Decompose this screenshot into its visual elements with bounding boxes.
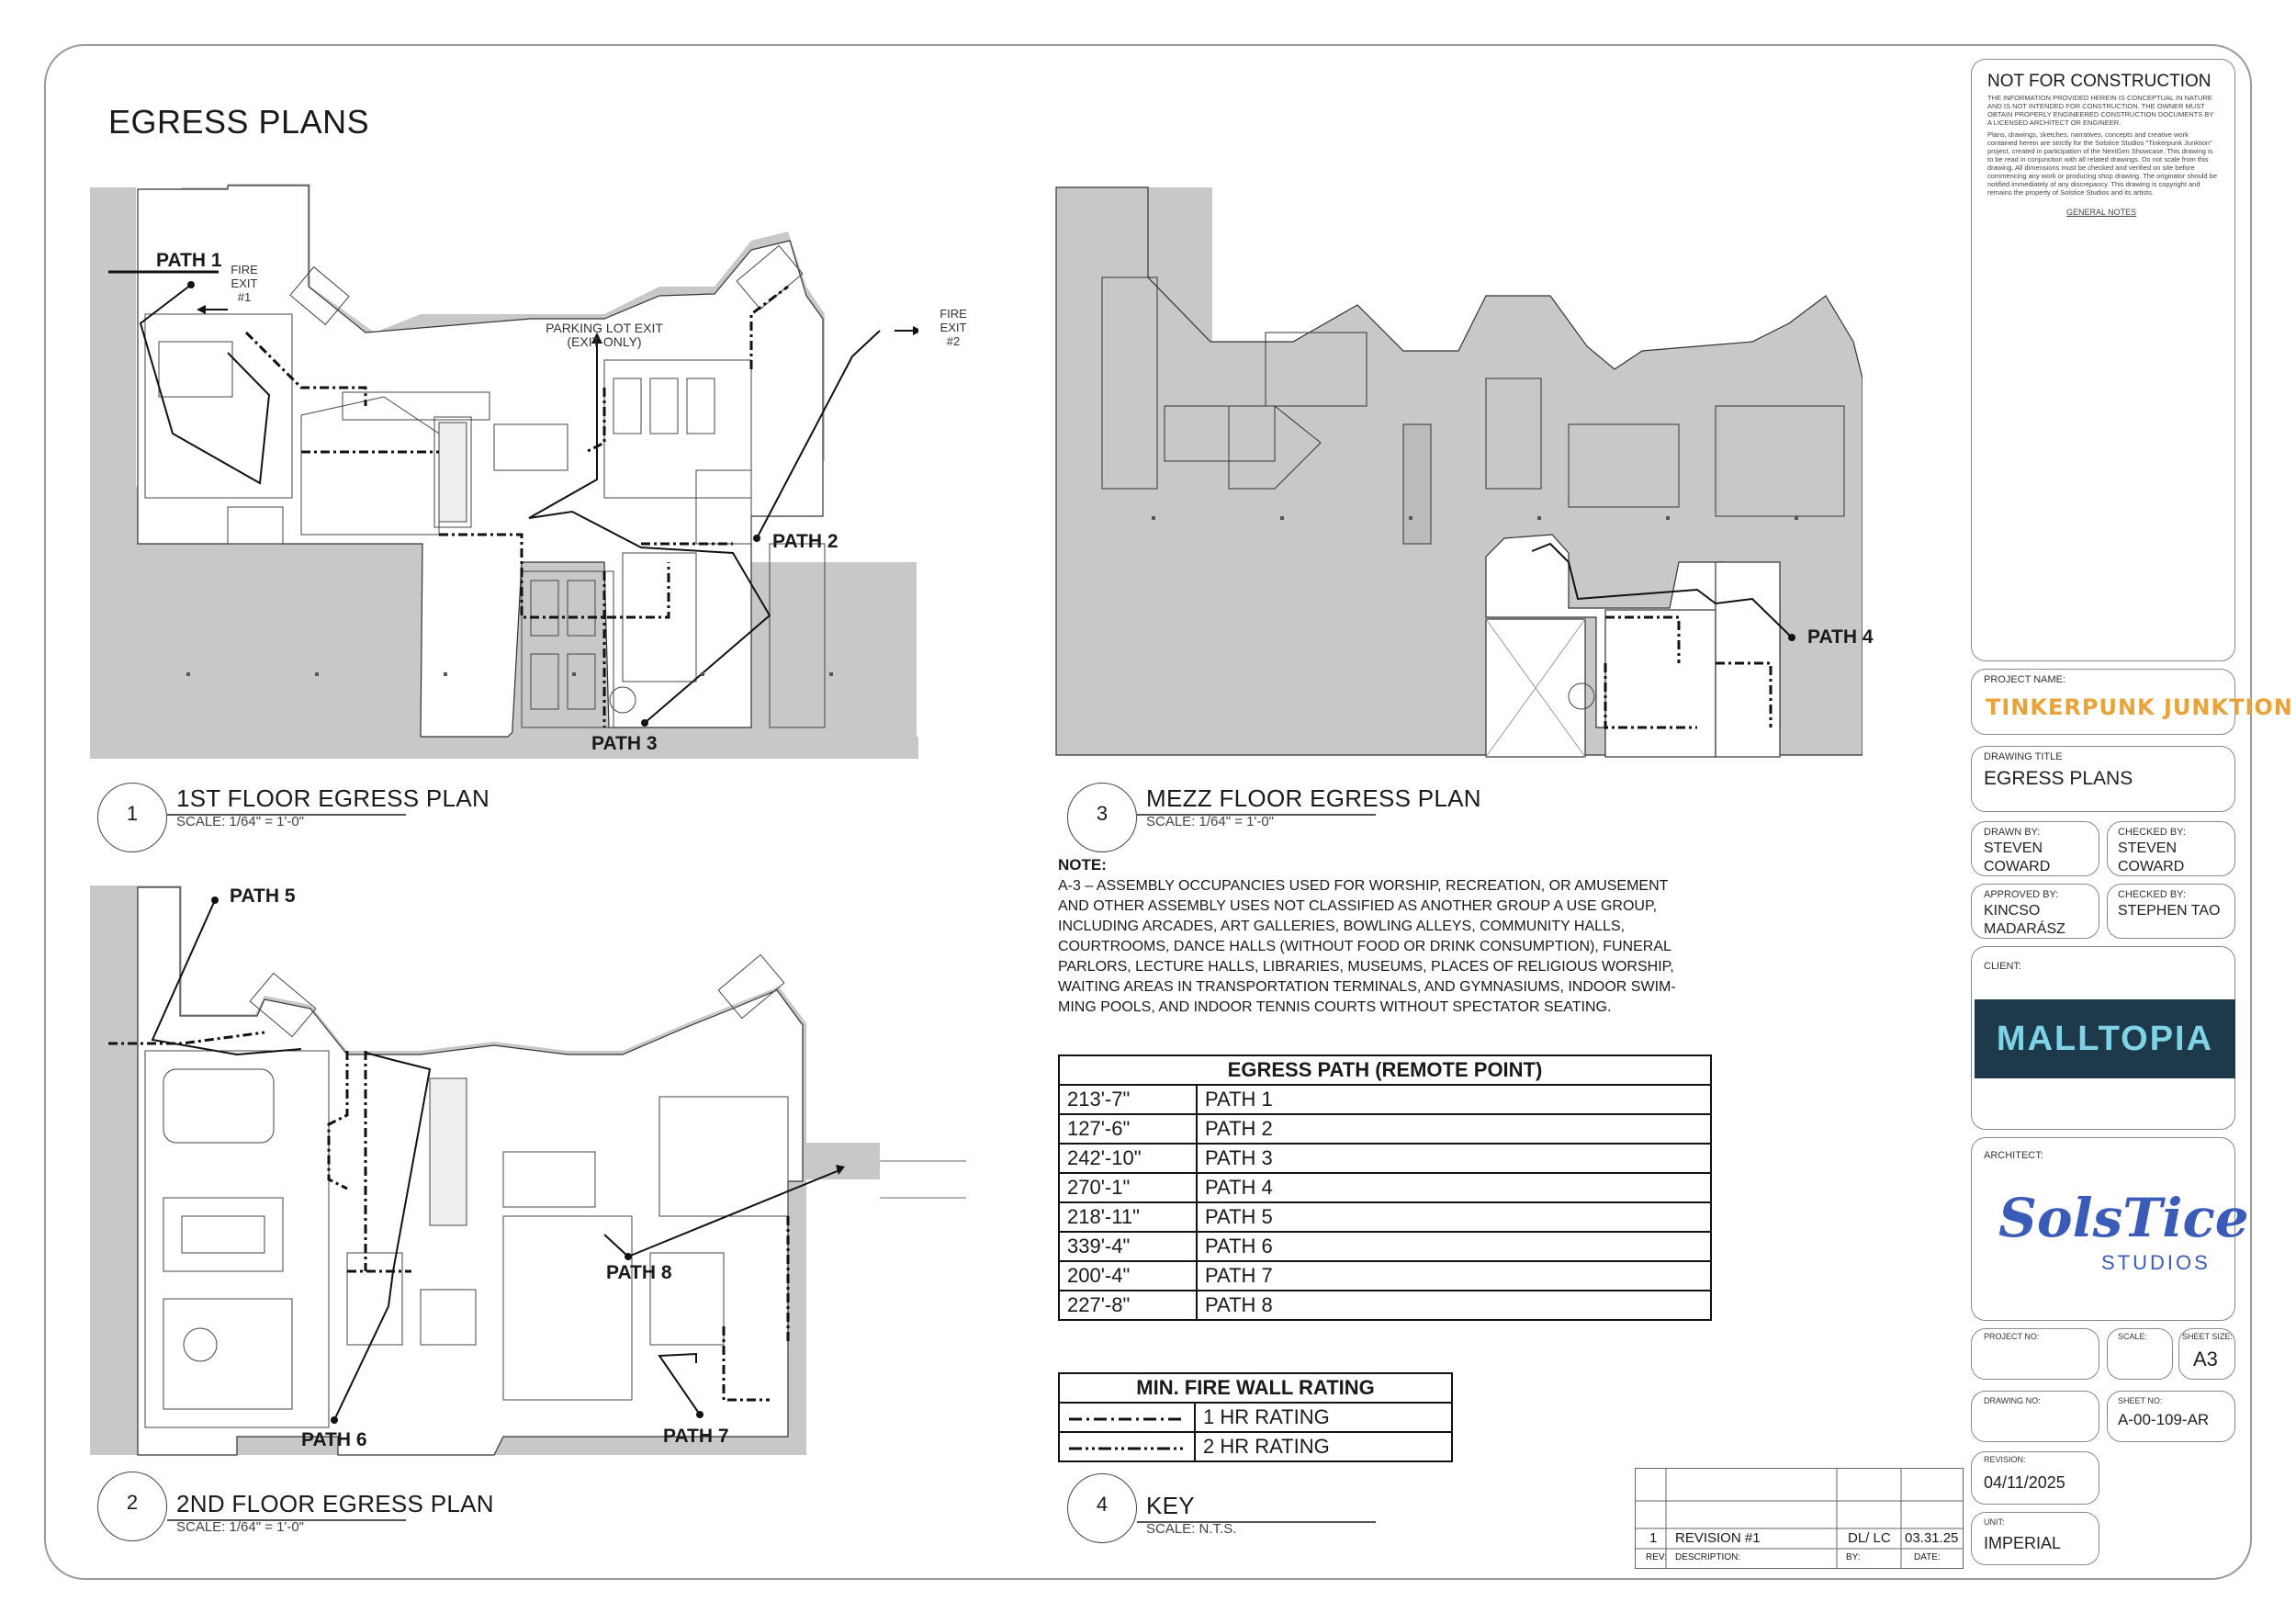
general-notes-link[interactable]: GENERAL NOTES [2066, 208, 2137, 217]
egress-distance: 242'-10" [1059, 1144, 1197, 1173]
sheet-size: A3 [2193, 1348, 2218, 1370]
table-row [1059, 1403, 1452, 1432]
project-name-label: PROJECT NAME: [1984, 674, 2066, 685]
key-scale: SCALE: N.T.S. [1146, 1521, 1237, 1537]
label-path-1: PATH 1 [156, 250, 222, 271]
revision-col-date: DATE: [1914, 1552, 1941, 1562]
architect-logo [1998, 1179, 2249, 1290]
plan-mezz-floor-drawing [1054, 186, 1863, 759]
client-logo-text: MALLTOPIA [1996, 1020, 2214, 1058]
egress-table-header: EGRESS PATH (REMOTE POINT) [1059, 1055, 1711, 1085]
fire-wall-rating-table [1058, 1372, 1453, 1462]
label-path-8: PATH 8 [606, 1262, 672, 1283]
dash-dot-line-icon [1067, 1415, 1187, 1424]
checked-by-2: STEPHEN TAO [2118, 903, 2221, 919]
table-row [1059, 1291, 1711, 1320]
revision-rev: 1 [1649, 1530, 1658, 1546]
sheet-no-label: SHEET NO: [2118, 1396, 2163, 1405]
disclaimer-heading: NOT FOR CONSTRUCTION [1987, 72, 2212, 91]
plan-2-number-circle [97, 1472, 167, 1541]
table-row [1059, 1432, 1452, 1461]
revision-date: 03.31.25 [1905, 1530, 1959, 1546]
revision-label: REVISION: [1984, 1455, 2026, 1464]
plan-3-scale: SCALE: 1/64" = 1'-0" [1146, 814, 1275, 829]
table-row [1059, 1232, 1711, 1261]
key-number: 4 [1096, 1493, 1109, 1516]
label-parking-lot-exit-sub: (EXIT ONLY) [567, 334, 642, 349]
table-row [1059, 1261, 1711, 1291]
architect-logo-sub: STUDIOS [2101, 1251, 2211, 1274]
plan-3-number-circle [1067, 783, 1137, 852]
sheet-no: A-00-109-AR [2118, 1411, 2210, 1428]
plan-2nd-floor-drawing [90, 885, 966, 1460]
checked-by-2-label: CHECKED BY: [2118, 889, 2186, 900]
fire-rating-2: 2 HR RATING [1195, 1432, 1452, 1461]
key-title: KEY [1146, 1492, 1195, 1519]
fire-wall-table-header: MIN. FIRE WALL RATING [1059, 1373, 1452, 1403]
project-name: TINKERPUNK JUNKTION [1986, 694, 2293, 720]
drawn-by-label: DRAWN BY: [1984, 827, 2041, 838]
drawn-by: STEVEN COWARD [1984, 840, 2051, 874]
sheet-size-label: SHEET SIZE: [2182, 1332, 2233, 1341]
label-path-4: PATH 4 [1807, 626, 1874, 648]
label-path-7: PATH 7 [663, 1426, 729, 1447]
egress-path-table [1058, 1054, 1712, 1321]
checked-by: STEVEN COWARD [2118, 840, 2185, 874]
line-type-1hr [1059, 1403, 1195, 1432]
egress-path: PATH 2 [1197, 1114, 1711, 1144]
plan-3-title: MEZZ FLOOR EGRESS PLAN [1146, 784, 1481, 812]
plan-1-number: 1 [126, 802, 139, 825]
egress-distance: 127'-6" [1059, 1114, 1197, 1144]
egress-distance: 200'-4" [1059, 1261, 1197, 1291]
egress-distance: 213'-7" [1059, 1085, 1197, 1114]
plan-1-title: 1ST FLOOR EGRESS PLAN [176, 784, 490, 812]
plan-2-number: 2 [126, 1491, 139, 1514]
drawing-title: EGRESS PLANS [1984, 768, 2133, 789]
label-path-2: PATH 2 [772, 531, 838, 552]
table-row [1059, 1202, 1711, 1232]
egress-distance: 227'-8" [1059, 1291, 1197, 1320]
label-parking-lot-exit-title: PARKING LOT EXIT [546, 321, 663, 335]
key-number-circle [1067, 1473, 1137, 1543]
plan-3-number: 3 [1096, 802, 1109, 825]
egress-path: PATH 5 [1197, 1202, 1711, 1232]
table-row [1059, 1085, 1711, 1114]
project-no-label: PROJECT NO: [1984, 1332, 2040, 1341]
revision-col-rev: REV: [1646, 1552, 1667, 1562]
line-type-2hr [1059, 1432, 1195, 1461]
revision-date-value: 04/11/2025 [1984, 1473, 2065, 1492]
plan-1-number-circle [97, 783, 167, 852]
egress-path: PATH 3 [1197, 1144, 1711, 1173]
client-label: CLIENT: [1984, 961, 2021, 972]
revision-col-by: BY: [1846, 1552, 1861, 1562]
plan-1-scale: SCALE: 1/64" = 1'-0" [176, 814, 305, 829]
sheet-title: EGRESS PLANS [108, 103, 370, 141]
plan-1st-floor [90, 176, 967, 759]
checked-by-label: CHECKED BY: [2118, 827, 2186, 838]
egress-path: PATH 1 [1197, 1085, 1711, 1114]
disclaimer-text-1: THE INFORMATION PROVIDED HEREIN IS CONCEPTUAL IN NATURE AND IS NOT INTENDED FOR CONSTRUCTION. THE OWNER MUST OBTAIN PROPERLY ENGINEERED CONSTRUCTION DOCUMENTS BY A LICENSED ARCHITECT OR ENGINEER. [1987, 94, 2214, 127]
label-parking-lot-exit [512, 321, 696, 349]
note-body: A-3 – ASSEMBLY OCCUPANCIES USED FOR WORSHIP, RECREATION, OR AMUSEMENT AND OTHER ASSEMBLY USES NOT CLASSIFIED AS ANOTHER GROUP A USE GROUP, INCLUDING ARCADES, ART GALLERIES, BOWLING ALLEYS, COMMUNITY HALLS, COURTROOMS, DANCE HALLS (WITHOUT FOOD OR DRINK CONSUMPTION), FUNERAL PARLORS, LECTURE HALLS, LIBRARIES, MUSEUMS, PLACES OF RELIGIOUS WORSHIP, WAITING AREAS IN TRANSPORTATION TERMINALS, AND GYMNASIUMS, INDOOR SWIM-MING POOLS, AND INDOOR TENNIS COURTS WITHOUT SPECTATOR SEATING. [1058, 878, 1676, 1015]
plan-2nd-floor [90, 885, 966, 1460]
client-logo [1975, 999, 2235, 1078]
revision-col-description: DESCRIPTION: [1675, 1552, 1741, 1562]
approved-by-label: APPROVED BY: [1984, 889, 2059, 900]
plan-2-scale: SCALE: 1/64" = 1'-0" [176, 1519, 305, 1535]
label-fire-exit-2: FIRE EXIT #2 [940, 307, 967, 348]
scale-label: SCALE: [2118, 1332, 2148, 1341]
plan-2-title: 2ND FLOOR EGRESS PLAN [176, 1490, 494, 1517]
revision-by: DL/ LC [1848, 1530, 1891, 1546]
fire-rating-1: 1 HR RATING [1195, 1403, 1452, 1432]
plan-mezz-floor [1054, 186, 1874, 759]
label-path-3: PATH 3 [591, 733, 658, 754]
egress-path: PATH 8 [1197, 1291, 1711, 1320]
egress-path: PATH 7 [1197, 1261, 1711, 1291]
egress-path: PATH 6 [1197, 1232, 1711, 1261]
label-path-6: PATH 6 [301, 1429, 367, 1450]
egress-distance: 339'-4" [1059, 1232, 1197, 1261]
disclaimer-text-2: Plans, drawings, sketches, narratives, concepts and creative work contained herein are strictly for the Solstice Studios "Tinkerpunk Junktion" project, created in participation of the NextGen Showcase. This drawing is to be read in conjunction with all related drawings. Do not scale from this drawing. All dimensions must be checked and verified on site before commencing any work or producing shop drawing. The originator should be notified immediately of any discrepancy. This drawing is copyright and remains the property of Solstice Studios and its artists. [1987, 130, 2218, 197]
table-row [1059, 1173, 1711, 1202]
note-heading: NOTE: [1058, 856, 1107, 874]
table-row [1059, 1114, 1711, 1144]
revision-description: REVISION #1 [1675, 1530, 1761, 1546]
label-fire-exit-1: FIRE EXIT #1 [231, 263, 258, 304]
drawing-title-label: DRAWING TITLE [1984, 751, 2063, 762]
architect-logo-text: SolsTice [1998, 1187, 2249, 1249]
egress-path: PATH 4 [1197, 1173, 1711, 1202]
egress-distance: 218'-11" [1059, 1202, 1197, 1232]
egress-distance: 270'-1" [1059, 1173, 1197, 1202]
drawing-no-label: DRAWING NO: [1984, 1396, 2041, 1405]
unit-label: UNIT: [1984, 1517, 2005, 1527]
approved-by: KINCSO MADARÁSZ [1984, 903, 2065, 937]
dash-dot-dot-line-icon [1067, 1444, 1187, 1453]
label-path-5: PATH 5 [230, 885, 296, 907]
unit: IMPERIAL [1984, 1534, 2062, 1552]
table-row [1059, 1144, 1711, 1173]
architect-label: ARCHITECT: [1984, 1150, 2043, 1161]
